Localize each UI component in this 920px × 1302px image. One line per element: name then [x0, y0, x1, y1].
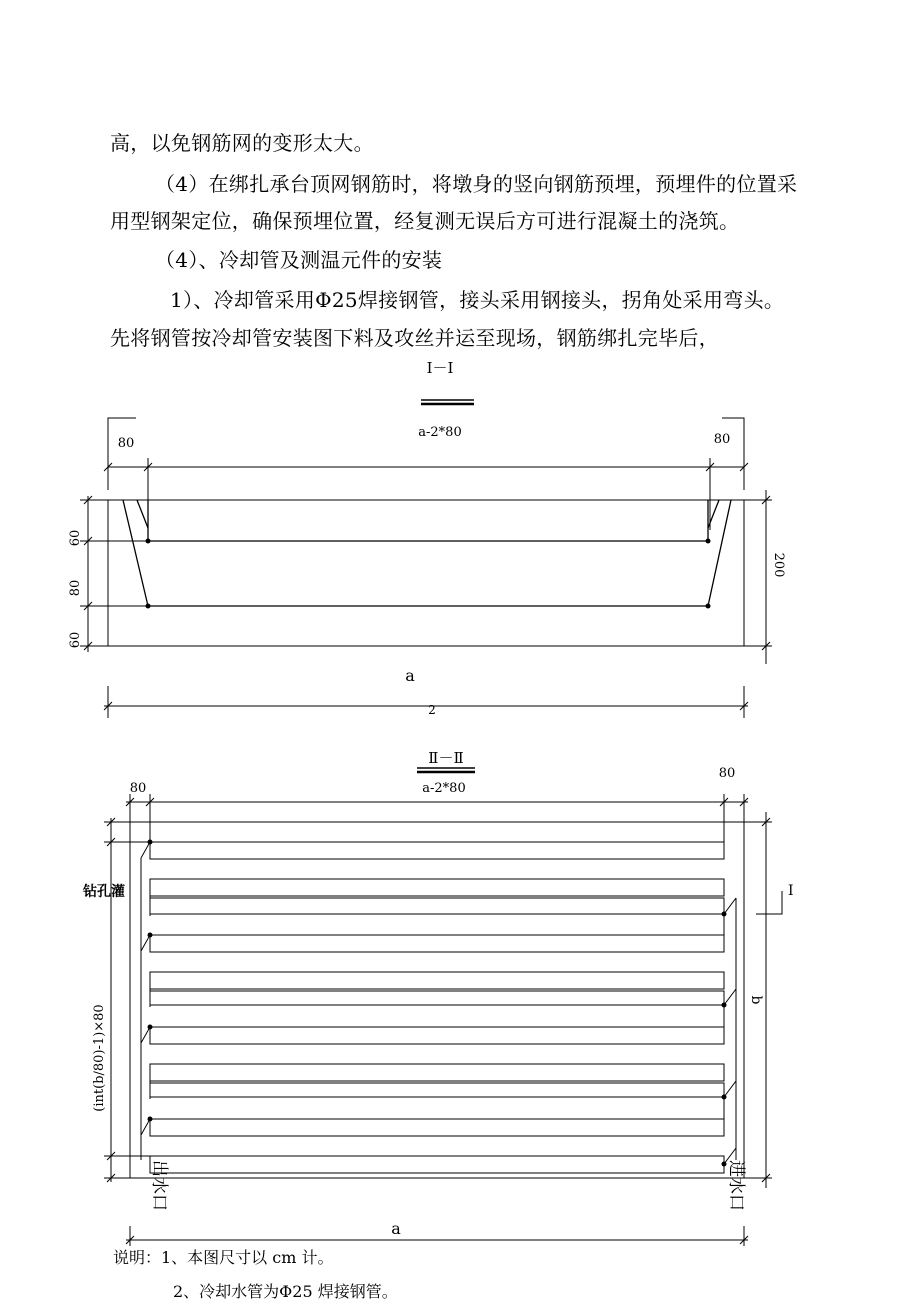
section-1-dim-v2: 80	[68, 579, 83, 597]
section-2-left-dimensions	[104, 818, 150, 1182]
paragraph-3: 用型钢架定位，确保预埋位置，经复测无误后方可进行混凝土的浇筑。	[110, 209, 740, 233]
paragraph-4: （4）、冷却管及测温元件的安装	[155, 248, 443, 272]
section-2-inlet-label: 进水口	[726, 1160, 746, 1211]
section-1-dim-a: a	[405, 666, 415, 685]
section-2-top-dimensions	[126, 794, 748, 842]
note-line-2: 2、冷却水管为Φ25 焊接钢管。	[173, 1282, 398, 1301]
section-2-dim-left: 80	[129, 781, 147, 796]
section-2-outlet-label: 出水口	[149, 1160, 169, 1211]
section-1-dim-v3: 60	[68, 631, 83, 649]
section-1-dim-bottom: 2	[428, 703, 436, 717]
section-1-dim-right: 80	[713, 432, 731, 447]
section-1-title: Ⅰ－Ⅰ	[426, 359, 454, 377]
section-2-side-label: 钻孔灌	[83, 884, 125, 900]
section-1-dim-left: 80	[117, 436, 135, 451]
paragraph-1: 高，以免钢筋网的变形太大。	[110, 131, 374, 155]
section-1-bottom-dimension	[104, 686, 748, 718]
section-2-title: Ⅱ－Ⅱ	[428, 749, 464, 767]
paragraph-6: 先将钢管按冷却管安装图下料及攻丝并运至现场，钢筋绑扎完毕后，	[110, 326, 719, 350]
section-1-cap-outline	[108, 500, 744, 646]
section-1-dim-v1: 60	[68, 529, 83, 547]
section-1-left-dimensions	[80, 496, 148, 652]
section-2-cut-label: I	[788, 883, 794, 899]
section-1-dim-height: 200	[771, 552, 786, 578]
paragraph-2: （4）在绑扎承台顶网钢筋时，将墩身的竖向钢筋预埋，预埋件的位置采	[155, 172, 798, 196]
section-2-dim-rows: (int(b/80)-1)×80	[92, 1004, 107, 1112]
section-2-dim-b: b	[748, 995, 764, 1005]
section-2-bottom-dimension	[126, 1226, 748, 1246]
section-2-cap-outline	[130, 822, 744, 1178]
section-2-dim-right: 80	[718, 766, 736, 781]
paragraph-5: 1）、冷却管采用Φ25焊接钢管，接头采用钢接头，拐角处采用弯头。	[170, 288, 785, 312]
section-1-pipes	[123, 500, 731, 606]
note-line-1: 说明：1、本图尺寸以 cm 计。	[113, 1248, 334, 1267]
section-2-pipe-loops	[141, 842, 736, 1173]
section-1-dim-middle: a-2*80	[418, 425, 462, 440]
section-2-dim-middle: a-2*80	[422, 781, 466, 796]
section-2-dim-a: a	[391, 1219, 401, 1238]
section-1-right-dimension	[744, 490, 772, 664]
